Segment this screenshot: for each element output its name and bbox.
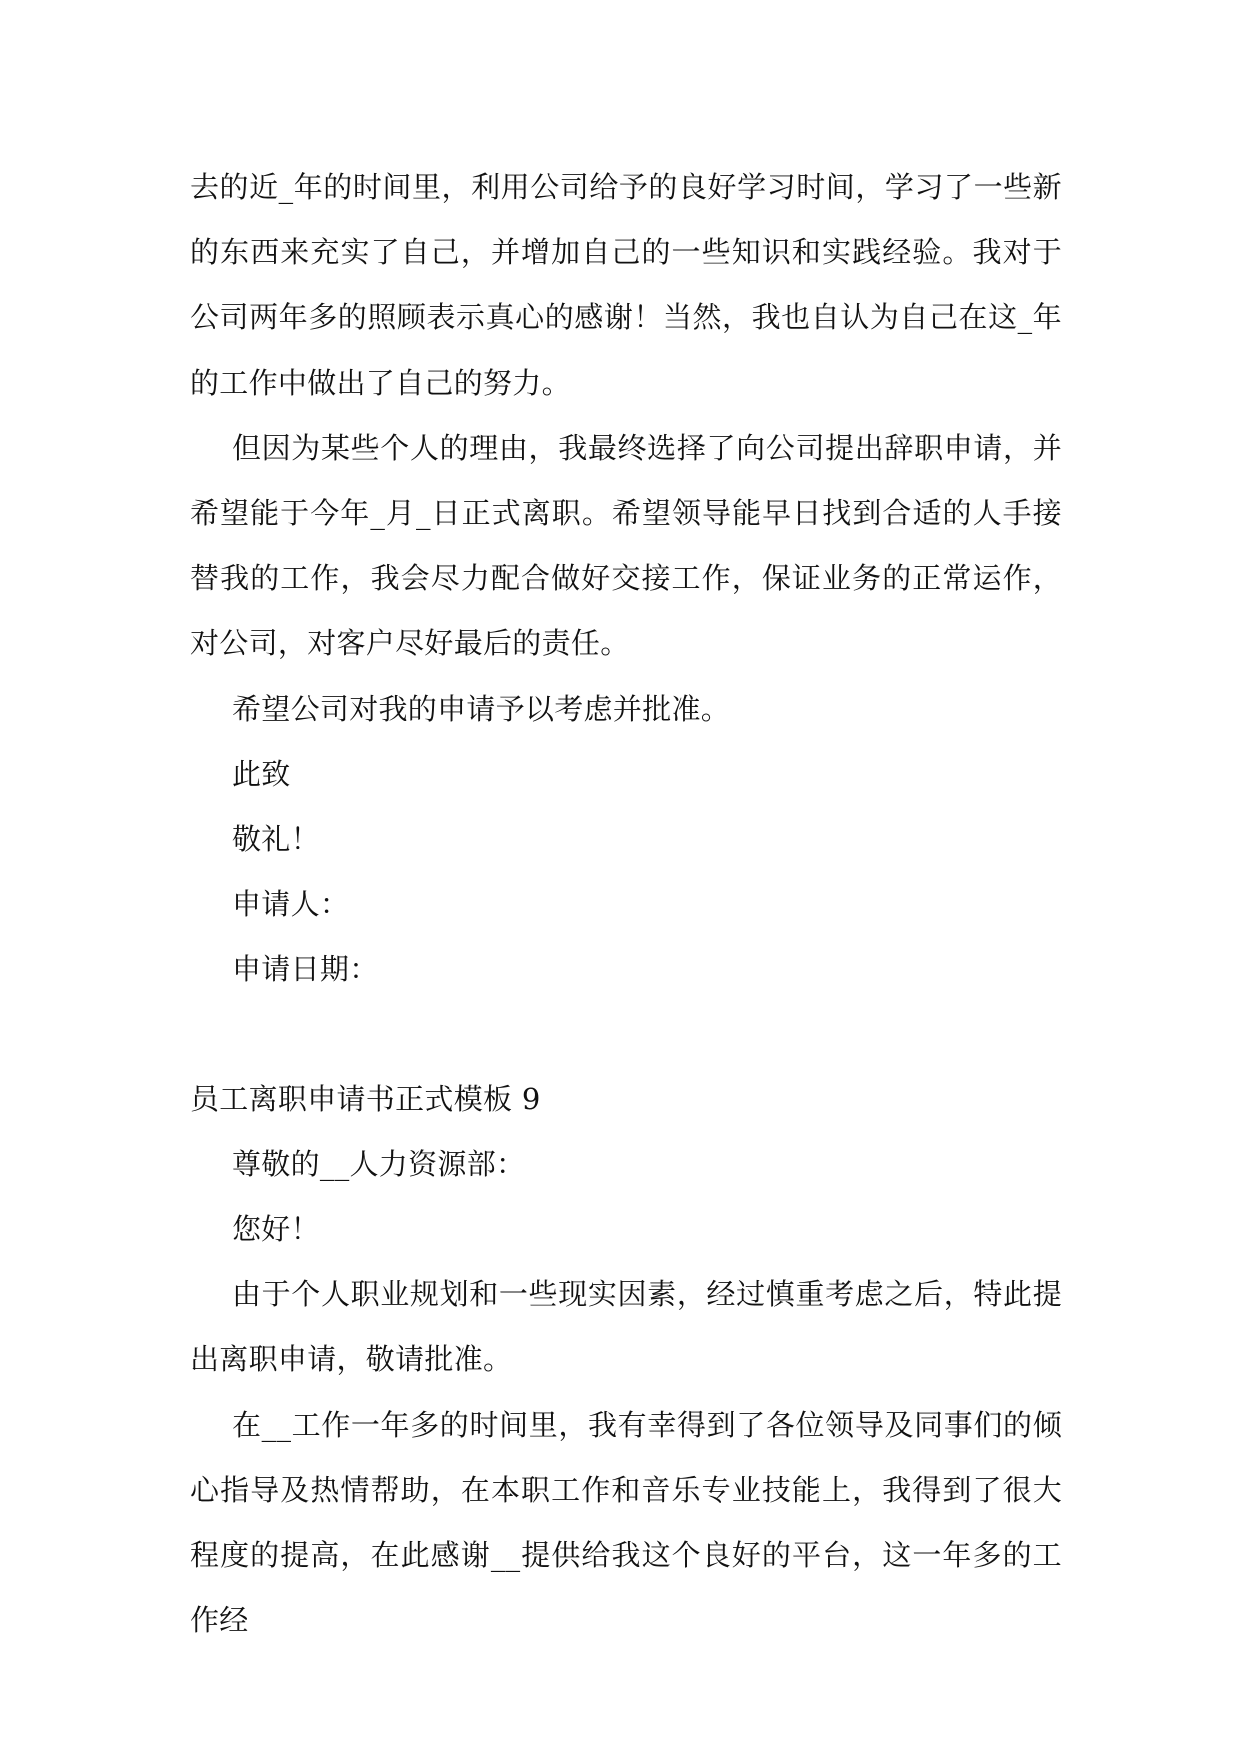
applicant-label: 申请人： — [232, 887, 350, 922]
document-body — [190, 155, 1062, 1653]
section-title: 员工离职申请书正式模板 9 — [190, 1081, 541, 1116]
closing-respect: 敬礼！ — [232, 822, 320, 857]
closing-salutation: 此致 — [232, 756, 291, 791]
greeting-recipient: 尊敬的__人力资源部： — [232, 1146, 526, 1181]
paragraph-experience: 在__工作一年多的时间里，我有幸得到了各位领导及同事们的倾心指导及热情帮助，在本职工作和音乐专业技能上，我得到了很大程度的提高，在此感谢__提供给我这个良好的平台，这一年多的工作经 — [190, 1407, 1062, 1638]
greeting-hello: 您好！ — [232, 1212, 320, 1247]
section-spacer — [190, 1003, 1062, 1067]
paragraph-reason: 由于个人职业规划和一些现实因素，经过慎重考虑之后，特此提出离职申请，敬请批准。 — [190, 1277, 1062, 1377]
paragraph-gratitude: 去的近_年的时间里，利用公司给予的良好学习时间，学习了一些新的东西来充实了自己，并增加自己的一些知识和实践经验。我对于公司两年多的照顾表示真心的感谢！当然，我也自认为自己在这_年的工作中做出了自己的努力。 — [190, 170, 1062, 400]
application-date-label: 申请日期： — [232, 952, 379, 987]
paragraph-request-approval: 希望公司对我的申请予以考虑并批准。 — [232, 691, 731, 726]
paragraph-resignation-reason: 但因为某些个人的理由，我最终选择了向公司提出辞职申请，并希望能于今年_月_日正式离职。希望领导能早日找到合适的人手接替我的工作，我会尽力配合做好交接工作，保证业务的正常运作，对公司，对客户尽好最后的责任。 — [190, 430, 1062, 661]
